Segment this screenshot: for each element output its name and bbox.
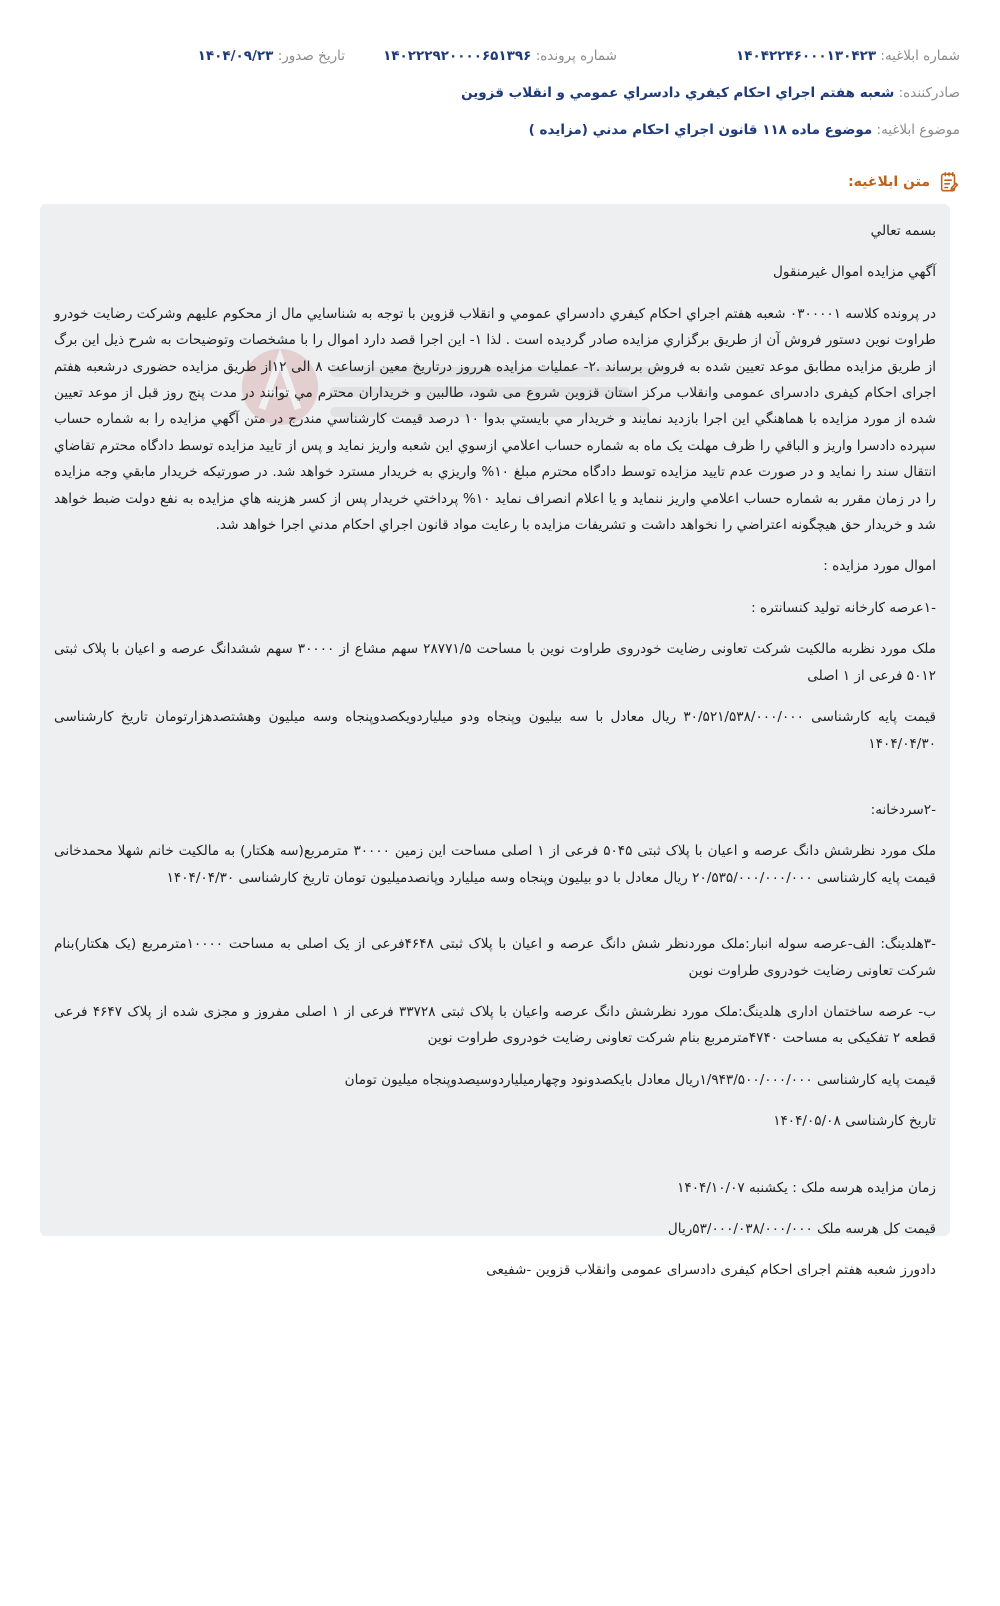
issuer-row: صادرکننده: شعبه هفتم اجراي احکام کيفري دادسراي عمومي و انقلاب قزوين	[461, 85, 960, 101]
notice-body	[40, 204, 950, 1279]
issue-date: تاريخ صدور: ۱۴۰۴/۰۹/۲۳	[197, 48, 345, 64]
paragraph-title: آگهي مزايده اموال غيرمنقول	[772, 264, 936, 281]
paragraph-item-1-desc: ملک مورد نظربه مالکيت شرکت تعاونی رضايت خودروی طراوت نوين با مساحت ۲۸۷۷۱/۵ سهم مشاع از ۳۰۰۰۰ سهم ششدانگ عرصه و اعيان با پلاک ثبتی ۵۰۱۲ فرعی از ۱ اصلی	[54, 641, 937, 684]
paragraph-item-1-title: -۱عرصه کارخانه توليد کنسانتره :	[751, 599, 936, 616]
paragraph-item-3b: ب- عرصه ساختمان اداری هلدينگ:ملک مورد نظرشش دانگ عرصه واعيان با پلاک ثبتی ۳۳۷۲۸ فرعی از ۱ اصلی مفروز و مجزی شده از پلاک ۴۶۴۷ فرعی قطعه ۲ تفکيکی به مساحت ۴۷۴۰مترمربع بنام شرکت تعاونی رضايت خودروی طراوت نوين	[54, 1003, 937, 1047]
document-edit-icon	[938, 171, 960, 193]
paragraph-signature: دادورز شعبه هفتم اجرای احکام کيفری دادسرای عمومی وانقلاب قزوين -شفيعی	[486, 1262, 936, 1279]
paragraph-items-heading: اموال مورد مزايده :	[823, 558, 936, 575]
paragraph-main: در پرونده کلاسه ۰۳۰۰۰۰۱ شعبه هفتم اجراي احکام کيفري دادسراي عمومي و انقلاب قزوين با توجه به شناسايي مال از محکوم عليهم وشرکت رضايت خودرو طراوت نوين دستور فروش آن از طريق برگزاري مزايده صادر گرديده است . لذا ۱- اين اجرا قصد دارد اموال را با مشخصات وتوضيحات به شرح ذيل اين برگ از طريق مزايده مطابق موعد تعيين شده به فروش برساند .۲- عمليات مزايده هرروز درتاريخ معين ازساعت ۸ الی ۱۲از طريق مزايده حضوری درشعبه هفتم اجرای احکام کيفری دادسرای عمومی وانقلاب مرکز استان قزوين شروع می شود، طالبين و خريداران محترم مي توانند در مدت پنج روز قبل از موعد تعيين شده از مورد مزايده با هماهنگي اين اجرا بازديد نمايند و خريدار مي بايستي بدوا ۱۰ درصد قيمت کارشناسي مندرج در متن آگهي مزايده را به شماره حساب سپرده دادسرا واريز و الباقي را ظرف مهلت يک ماه به شماره حساب اعلامي ازسوي اين شعبه واريز نمايد و پس از تاييد مزايده توسط دادگاه محترم تقاضاي انتقال سند را نمايد و در صورت عدم تاييد مزايده توسط دادگاه محترم مبلغ ۱۰% واريزي به خريدار مسترد خواهد شد. در صورتيکه خريدار مابقي وجه مزايده را در زمان مقرر به شماره حساب اعلامي واريز ننمايد و يا اعلام انصراف نمايد ۱۰% پرداختي خريدار پس از کسر هزينه هاي مزايده به نفع دولت ضبط خواهد شد و خريدار حق هيچگونه اعتراضي را نخواهد داشت و تشريفات مزايده با رعايت مواد قانون اجراي احکام مدني اجرا خواهد شد.	[54, 305, 936, 534]
paragraph-item-3-price: قيمت پايه کارشناسی ۱/۹۴۳/۵۰۰/۰۰۰/۰۰۰ريال معادل بايکصدونود وچهارميلياردوسيصدوپنجاه ميليون تومان	[344, 1071, 936, 1088]
paragraph-item-2-title: -۲سردخانه:	[870, 801, 936, 818]
subject-row: موضوع ابلاغيه: موضوع ماده ۱۱۸ قانون اجراي احکام مدني (مزايده )	[528, 122, 960, 138]
paragraph-item-1-price: قيمت پايه کارشناسی ۳۰/۵۲۱/۵۳۸/۰۰۰/۰۰۰ ريال معادل با سه بيليون وپنجاه ودو ميلياردويکصدوپنجاه وسه ميليون وهشتصدهزارتومان تاريخ کارشناسی ۱۴۰۴/۰۴/۳۰	[54, 709, 936, 752]
notice-number: شماره ابلاغيه: ۱۴۰۴۲۲۴۶۰۰۰۱۳۰۴۲۳	[736, 48, 960, 64]
paragraph-item-2-desc: ملک مورد نظرشش دانگ عرصه و اعيان با پلاک ثبتی ۵۰۴۵ فرعی از ۱ اصلی مساحت اين زمين ۳۰۰۰۰ مترمربع(سه هکتار) به مالکيت خانم شهلا محمدخانی قيمت پايه کارشناسی ۲۰/۵۳۵/۰۰۰/۰۰۰/۰۰۰ ريال معادل با دو بيليون وپنجاه وسه ميليارد وپانصدميليون تومان تاريخ کارشناسی ۱۴۰۴/۰۴/۳۰	[54, 843, 936, 886]
section-title: متن ابلاغيه:	[848, 174, 930, 190]
paragraph-auction-time: زمان مزايده هرسه ملک : يکشنبه ۱۴۰۴/۱۰/۰۷	[677, 1179, 936, 1196]
paragraph-total-price: قيمت کل هرسه ملک ۵۳/۰۰۰/۰۳۸/۰۰۰/۰۰۰ريال	[667, 1220, 936, 1237]
paragraph-greeting: بسمه تعالي	[870, 223, 936, 239]
paragraph-item-3a: -۳هلدينگ: الف-عرصه سوله انبار:ملک موردنظر شش دانگ عرصه و اعيان با پلاک ثبتی ۴۶۴۸فرعی از يک اصلی به مساحت ۱۰۰۰۰مترمربع (يک هکتار)بنام شرکت تعاونی رضايت خودروی طراوت نوين	[54, 936, 937, 979]
paragraph-item-3-date: تاريخ کارشناسی ۱۴۰۴/۰۵/۰۸	[773, 1113, 936, 1130]
notice-text-heading	[848, 171, 960, 193]
case-number: شماره پرونده: ۱۴۰۲۲۲۹۲۰۰۰۰۶۵۱۳۹۶	[383, 48, 617, 64]
